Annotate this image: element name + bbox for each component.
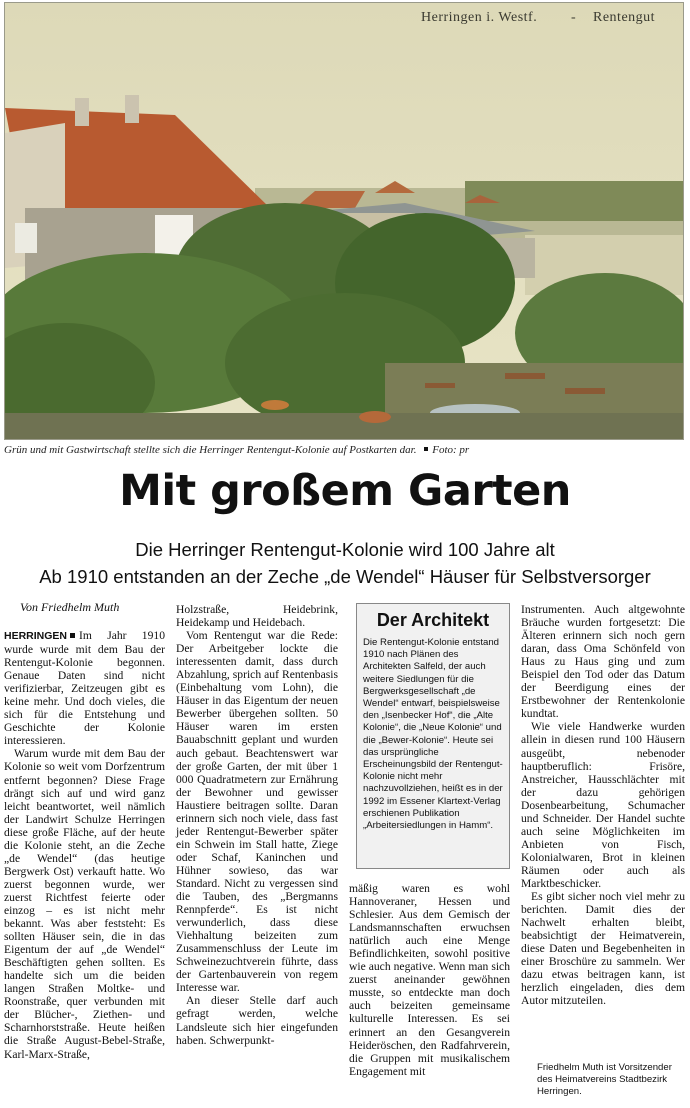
- caption-text: Grün und mit Gastwirtschaft stellte sich die Herringer Rentengut-Kolonie auf Postkarten dar.: [4, 444, 417, 456]
- caption-credit: Foto: pr: [432, 444, 470, 456]
- subheadline-2: Ab 1910 entstanden an der Zeche „de Wendel“ Häuser für Selbstversorger: [39, 566, 651, 587]
- paragraph: Es gibt sicher noch viel mehr zu berichten. Damit dies der Nachwelt erhalten bleibt, beabsichtigt der Heimatverein, diese Daten und Begebenheiten in einer Broschüre zu sammeln. Wer dazu etwas beitragen kann, ist herzlich eingeladen, dies dem Autor mitzuteilen.: [521, 890, 685, 1008]
- architect-infobox: [356, 603, 510, 869]
- postcard-subject-label: Rentengut: [593, 10, 656, 25]
- paragraph: Vom Rentengut war die Rede: Der Arbeitgeber lockte die interessenten damit, dass durch Abzahlung, sprich auf Rentenbasis (Einbehaltung vom Lohn), die Häuser in das Eigentum der neuen Bewerber übergehen sollten. 50 Häuser waren im ersten Bauabschnitt geplant und wurden auch gebaut. Beachtenswert war der große Garten, der mit über 1 000 Quadratmetern zur Ernährung der Bewohner und gewisser Haustiere beitragen sollte. Daran erinnern sich noch viele, dass fast jeder Rentengut-Bewerber später ein Schwein im Stall hatte, Ziege oder Schaf, Kaninchen und Hühner sowieso, das war Standard. Nicht zu vergessen sind die Tauben, des „Bergmanns Rennpferde“. Es ist nicht verwunderlich, dass diese Viehhaltung beizeiten zum Zusammenschluss der Leute im Schweinezuchtverein führte, dass der Gartenbauverein von regem Interesse war.: [176, 629, 338, 995]
- bullet-icon: [70, 633, 75, 638]
- byline: Von Friedhelm Muth: [20, 600, 120, 614]
- postcard-photo: [4, 2, 684, 440]
- paragraph: Instrumenten. Auch altgewohnte Bräuche wurden fortgesetzt: Die Älteren erinnern sich noch gern daran, dass Oma Schönfeld von Haus zu Haus ging und zum Beispiel den Tod oder das Datum der Beerdigung eines der Erstbewohner der Rentenkolonie kundtat.: [521, 603, 685, 721]
- paragraph: Wie viele Handwerke wurden allein in diesen rund 100 Häusern ausgeübt, nebenoder hauptberuflich: Frisöre, Anstreicher, Hausschlächter mit der dazu gehörigen Dosenbearbeitung, Schumacher und Schneider. Der Handel suchte auch seine Möglichkeiten im Anbieten von Fisch, Kolonialwaren, Brot in kleinen Räumen oder auch als Marktbeschicker.: [521, 720, 685, 890]
- photo-caption: [4, 444, 469, 456]
- postcard-illustration: [5, 3, 684, 440]
- postcard-separator: -: [571, 10, 577, 25]
- infobox-title: Der Architekt: [376, 610, 490, 630]
- author-note: Friedhelm Muth ist Vorsitzender des Heimatvereins Stadtbezirk Herringen.: [537, 1062, 672, 1097]
- infobox-text: Die Rentengut-Kolonie entstand 1910 nach Plänen des Architekten Salfeld, der auch weitere Siedlungen für die Bergwerksgesellschaft „de Wendel“ entwarf, beispielsweise den „Isenbecker Hof“, die „Alte Kolonie“, die „Neue Kolonie“ und die „Bewer-Kolonie“. Heute sei das ursprüngliche Erscheinungsbild der Rentengut-Kolonie nicht mehr nachzuvollziehen, heißt es in der 1992 im Essener Klartext-Verlag erschienen Publikation „Arbeitersiedlungen in Hamm“.: [363, 637, 503, 832]
- article-column-1: [4, 629, 165, 1061]
- paragraph: [4, 629, 165, 747]
- article-column-4: [521, 603, 685, 1007]
- paragraph: Warum wurde mit dem Bau der Kolonie so weit vom Dorfzentrum entfernt begonnen? Diese Frage drängt sich auf und wird ganz leicht beantwortet, weil nämlich der Landwirt Schulze Herringen diese große Fläche, auf der heute die Kolonie steht, an die Zeche „de Wendel“ (das heutige Bergwerk Ost) verkauft hatte. Wo zuerst begonnen wurde, wer zuerst Richtfest feierte oder einzog – es ist nicht mehr bekannt. Was aber feststeht: Es sollten Häuser sein, die in das Eigentum der auf „de Wendel“ Beschäftigten gehen sollten. Es handelte sich um die beiden langen Straßen Moltke- und Roonstraße, quer verbunden mit der Blücher-, Ziethen- und Scharnhorststraße. Heute heißen die Straße August-Bebel-Straße, Karl-Marx-Straße,: [4, 747, 165, 1061]
- postcard-place-label: Herringen i. Westf.: [421, 10, 538, 25]
- subheadline-1: Die Herringer Rentengut-Kolonie wird 100 Jahre alt: [135, 539, 555, 560]
- dateline: HERRINGEN: [4, 630, 68, 642]
- bullet-icon: [424, 447, 428, 451]
- paragraph: mäßig waren es wohl Hannoveraner, Hessen und Schlesier. Aus dem Gemisch der Landsmannschaften erwuchsen natürlich auch eine Menge Befindlichkeiten, sowohl positive wie auch negative. Wenn man sich zuerst aneinander gewöhnen musste, so entdeckte man doch auch beizeiten gemeinsame kulturelle Interessen. Es sei erinnert an den Gesangverein Heideröschen, den Radfahrverein, die Gruppen mit musikalischem Engagement mit: [349, 882, 510, 1078]
- paragraph-text: Im Jahr 1910 wurde wurde mit dem Bau der Rentengut-Kolonie begonnen. Genaue Daten sind nicht verifizierbar, Zeitzeugen gibt es keine mehr. Und doch vieles, die sich für die Entstehung und Geschichte der Kolonie interessieren.: [4, 629, 165, 748]
- headline: Mit großem Garten: [119, 466, 571, 516]
- article-column-2: [176, 603, 338, 1047]
- paragraph: An dieser Stelle darf auch gefragt werden, welche Landsleute sich hier eingefunden haben. Schwerpunkt-: [176, 994, 338, 1047]
- paragraph: Holzstraße, Heidebrink, Heidekamp und Heidebach.: [176, 603, 338, 630]
- article-column-3: [349, 882, 510, 1078]
